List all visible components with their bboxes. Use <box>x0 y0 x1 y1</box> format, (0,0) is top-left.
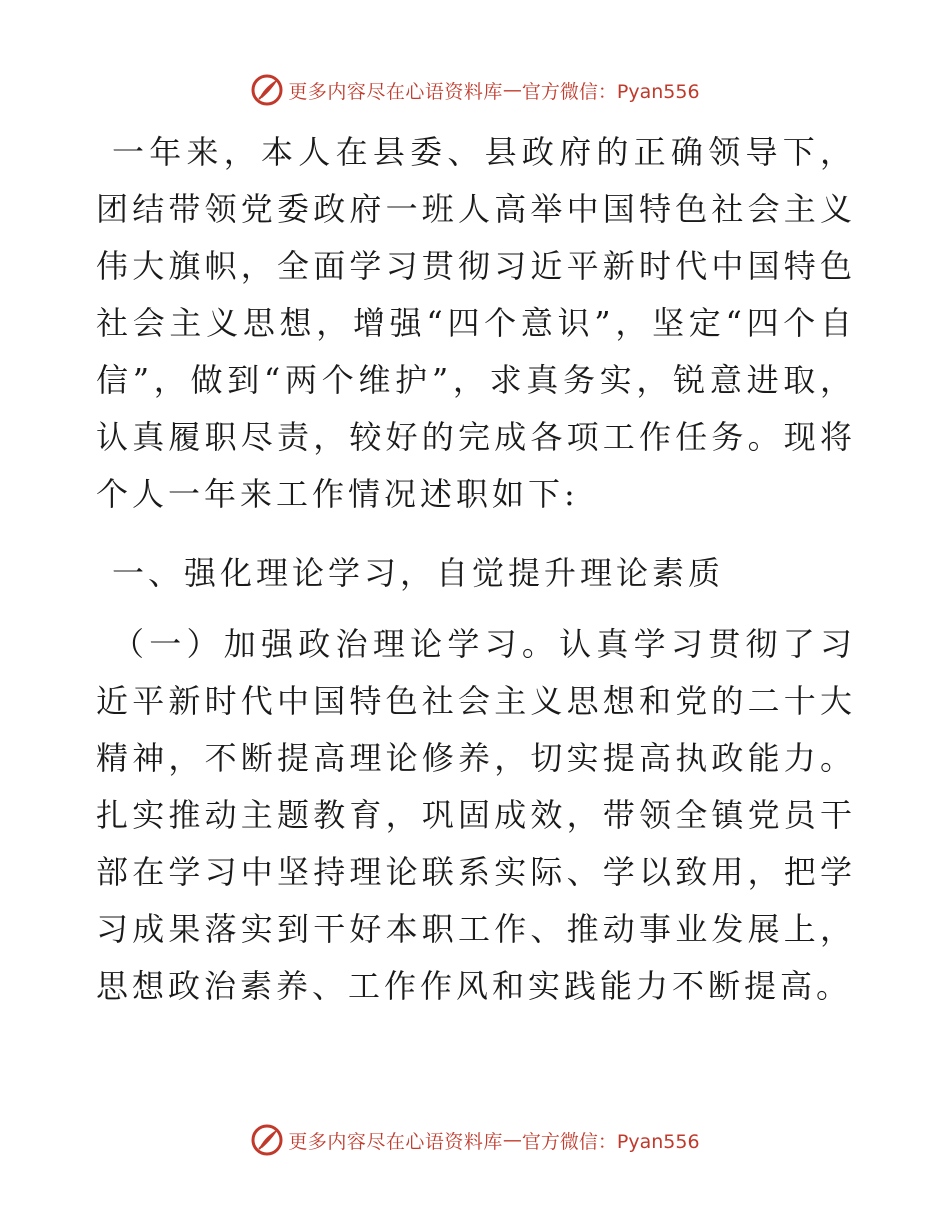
watermark-footer <box>0 1120 950 1160</box>
watermark-separator: — <box>502 79 522 101</box>
intro-paragraph: 一年来，本人在县委、县政府的正确领导下，团结带领党委政府一班人高举中国特色社会主义伟大旗帜，全面学习贯彻习近平新时代中国特色社会主义思想，增强“四个意识”，坚定“四个自信”，做到“两个维护”，求真务实，锐意进取，认真履职尽责，较好的完成各项工作任务。现将个人一年来工作情况述职如下: <box>96 133 856 513</box>
document-body <box>96 124 856 1015</box>
section-heading: 一、强化理论学习，自觉提升理论素质 <box>112 554 725 592</box>
quill-seal-icon <box>250 1123 284 1157</box>
watermark-separator: — <box>502 1129 522 1151</box>
subsection-paragraph: （一）加强政治理论学习。认真学习贯彻了习近平新时代中国特色社会主义思想和党的二十大精神，不断提高理论修养，切实提高执政能力。扎实推动主题教育，巩固成效，带领全镇党员干部在学习中坚持理论联系实际、学以致用，把学习成果落实到干好本职工作、推动事业发展上，思想政治素养、工作作风和实践能力不断提高。 <box>96 625 856 1005</box>
watermark-account: 官方微信：Pyan556 <box>521 1130 700 1153</box>
watermark-account: 官方微信：Pyan556 <box>521 80 700 103</box>
watermark-header <box>0 70 950 110</box>
quill-seal-icon <box>250 73 284 107</box>
watermark-brand: 更多内容尽在心语资料库 <box>288 80 503 103</box>
watermark-brand: 更多内容尽在心语资料库 <box>288 1130 503 1153</box>
